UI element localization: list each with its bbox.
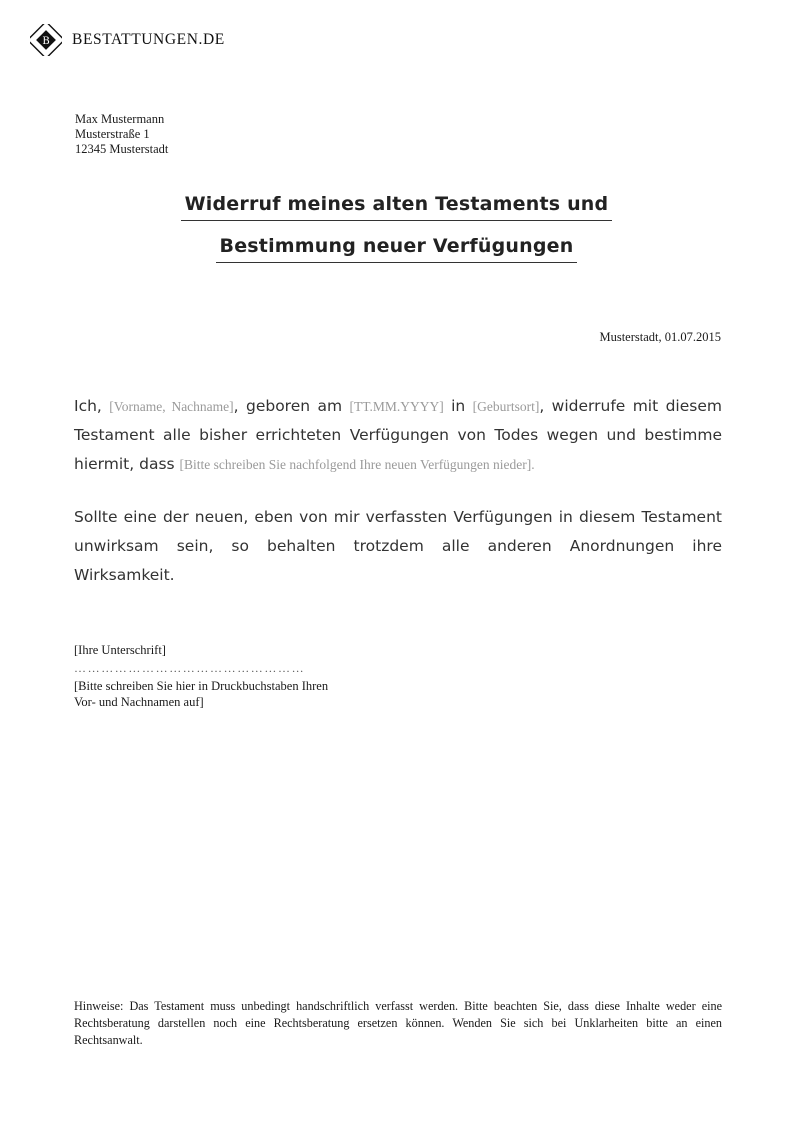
title-line-2: Bestimmung neuer Verfügungen [216, 235, 578, 263]
signature-note-line-2: Vor- und Nachnamen auf] [74, 694, 204, 709]
svg-text:B: B [42, 36, 50, 47]
placeholder-birth-date: [TT.MM.YYYY] [349, 399, 444, 414]
sender-name: Max Mustermann [75, 112, 165, 126]
placeholder-full-name: [Vorname, Nachname] [109, 399, 234, 414]
document-title [0, 193, 793, 277]
document-body [74, 392, 722, 614]
p1-text-b: , geboren am [233, 397, 343, 415]
sender-city: 12345 Musterstadt [75, 142, 169, 156]
signature-label: [Ihre Unterschrift] [74, 643, 166, 657]
signature-note-line-1: [Bitte schreiben Sie hier in Druckbuchstaben Ihren [74, 679, 329, 693]
p1-text-c: in [451, 397, 466, 415]
brand-logo [30, 24, 225, 56]
signature-block [74, 643, 328, 710]
placeholder-new-dispositions: [Bitte schreiben Sie nachfolgend Ihre neuen Verfügungen nieder] [179, 457, 532, 472]
place-date: Musterstadt, 01.07.2015 [599, 330, 721, 344]
p1-text-d: , widerrufe mit diesem Testament alle bisher errichteten Verfügungen von Todes wegen und bestimme hiermit, dass [74, 397, 722, 473]
p1-text-e: . [531, 457, 535, 472]
p1-text-a: Ich, [74, 397, 102, 415]
diamond-logo-icon [30, 24, 62, 56]
sender-street: Musterstraße 1 [75, 127, 150, 141]
body-paragraph-2: Sollte eine der neuen, eben von mir verfassten Verfügungen in diesem Testament unwirksam sein, so behalten trotzdem alle anderen Anordnungen ihre Wirksamkeit. [74, 508, 722, 584]
body-paragraph-1 [74, 392, 722, 479]
signature-line: …………………………………………… [74, 660, 306, 675]
legal-notice: Hinweise: Das Testament muss unbedingt handschriftlich verfasst werden. Bitte beachten Sie, dass diese Inhalte weder eine Rechtsberatung darstellen noch eine Rechtsberatung ersetzen können. Wenden Sie sich bei Unklarheiten bitte an einen Rechtsanwalt. [74, 999, 722, 1047]
title-line-1: Widerruf meines alten Testaments und [181, 193, 613, 221]
sender-address-block [75, 112, 168, 157]
placeholder-birth-place: [Geburtsort] [472, 399, 540, 414]
brand-name: BESTATTUNGEN.DE [72, 31, 225, 48]
